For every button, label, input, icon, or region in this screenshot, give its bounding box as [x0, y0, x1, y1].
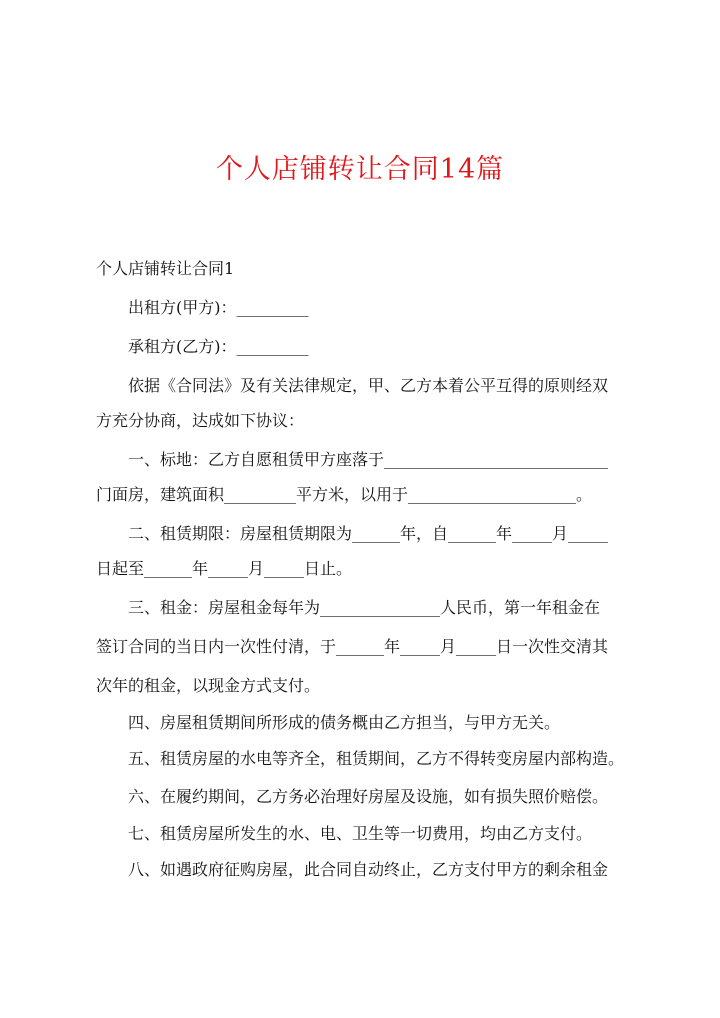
- preamble-line-2: 方充分协商，达成如下协议：: [96, 411, 305, 430]
- clause-3-line-3: 次年的租金，以现金方式支付。: [96, 676, 321, 695]
- clause-8-line-1: 八、如遇政府征购房屋，此合同自动终止，乙方支付甲方的剩余租金: [128, 860, 609, 879]
- clause-1-line-2: 门面房，建筑面积_________平方米，以用于_____________________。: [96, 485, 593, 504]
- clause-5: 五、租赁房屋的水电等齐全，租赁期间，乙方不得转变房屋内部构造。: [128, 749, 625, 768]
- clause-7: 七、租赁房屋所发生的水、电、卫生等一切费用，均由乙方支付。: [128, 824, 593, 843]
- lessor-line: 出租方(甲方)：_________: [128, 298, 309, 317]
- lessee-line: 承租方(乙方)：_________: [128, 337, 309, 356]
- clause-2-line-1: 二、租赁期限：房屋租赁期限为______年，自______年_____月_____: [128, 524, 609, 543]
- clause-3-line-2: 签订合同的当日内一次性付清，于______年_____月_____日一次性交清其: [96, 637, 609, 656]
- clause-4: 四、房屋租赁期间所形成的债务概由乙方担当，与甲方无关。: [128, 713, 561, 732]
- clause-2-line-2: 日起至______年_____月_____日止。: [96, 559, 353, 578]
- clause-3-line-1: 三、租金：房屋租金每年为_______________人民币，第一年租金在: [128, 598, 601, 617]
- document-title: 个人店铺转让合同14篇: [215, 154, 505, 185]
- contract-heading: 个人店铺转让合同1: [96, 259, 235, 278]
- clause-1-line-1: 一、标地：乙方自愿租赁甲方座落于____________________________: [128, 450, 609, 469]
- clause-6: 六、在履约期间，乙方务必治理好房屋及设施，如有损失照价赔偿。: [128, 787, 609, 806]
- preamble-line-1: 依据《合同法》及有关法律规定，甲、乙方本着公平互得的原则经双: [128, 376, 609, 395]
